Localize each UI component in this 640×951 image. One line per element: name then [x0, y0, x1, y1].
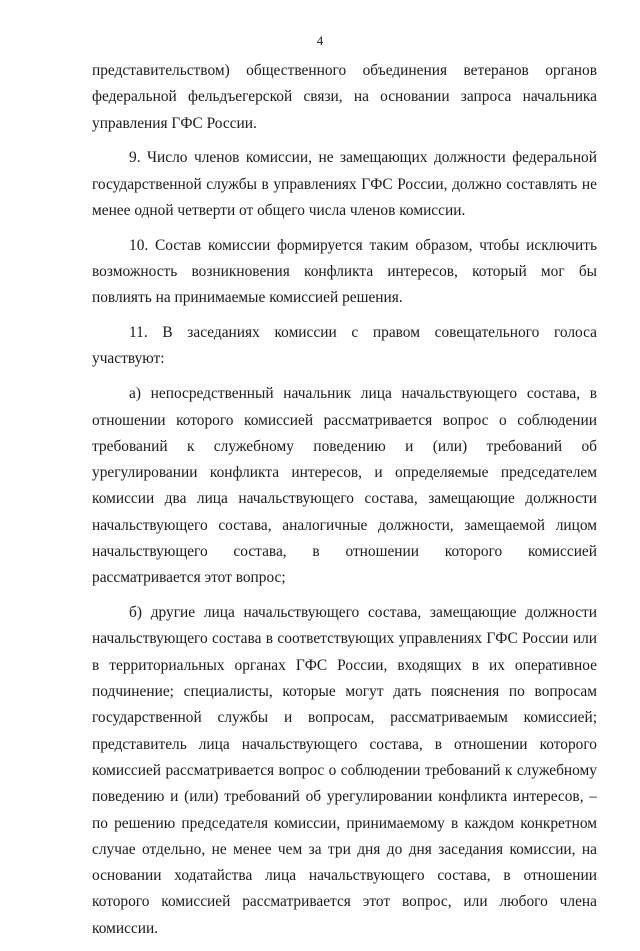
paragraph-item-10: 10. Состав комиссии формируется таким образом, чтобы исключить возможность возникновения конфликта интересов, который мог бы повлиять на принимаемые комиссией решения.	[92, 236, 597, 307]
paragraph-item-11: 11. В заседаниях комиссии с правом совещательного голоса участвуют:	[92, 324, 597, 368]
paragraph-item-9: 9. Число членов комиссии, не замещающих должности федеральной государственной службы в управлениях ГФС России, должно составлять не менее одной четверти от общего числа членов комиссии.	[92, 149, 597, 219]
page-number: 4	[316, 33, 324, 48]
paragraph-continuation: представительством) общественного объединения ветеранов органов федеральной фельдъегерской связи, на основании запроса начальника управления ГФС России.	[92, 62, 597, 132]
paragraph-item-11a: а) непосредственный начальник лица начальствующего состава, в отношении которого комиссией рассматривается вопрос о соблюдении требований к служебному поведению и (или) требований об урегулировании конфликта интересов, и определяемые председателем комиссии два лица начальствующего состава, замещающие должности начальствующего состава, аналогичные должности, замещаемой лицом начальствующего состава, в отношении которого комиссией рассматривается этот вопрос;	[92, 385, 597, 587]
paragraph-item-11b: б) другие лица начальствующего состава, замещающие должности начальствующего состава в соответствующих управлениях ГФС России или в территориальных органах ГФС России, входящих в их оперативное подчинение; специалисты, которые могут дать пояснения по вопросам государственной службы и вопросам, рассматриваемым комиссией; представитель лица начальствующего состава, в отношении которого комиссией рассматривается вопрос о соблюдении требований к служебному поведению и (или) требований об урегулировании конфликта интересов, – по решению председателя комиссии, принимаемому в каждом конкретном случае отдельно, не менее чем за три дня до дня заседания комиссии, на основании ходатайства лица начальствующего состава, в отношении которого комиссией рассматривается этот вопрос, или любого члена комиссии.	[92, 604, 597, 937]
document-body	[92, 58, 597, 951]
